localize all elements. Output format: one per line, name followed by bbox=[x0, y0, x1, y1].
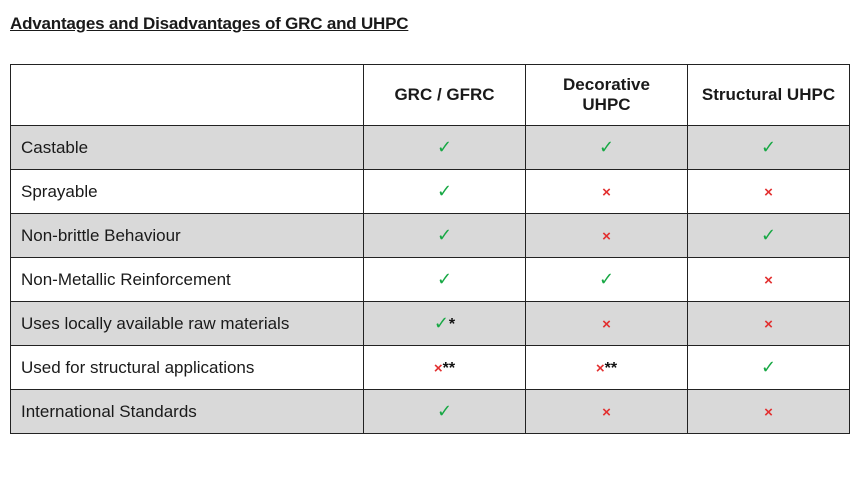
cross-icon: × bbox=[602, 228, 611, 245]
value-cell bbox=[688, 258, 850, 302]
cross-icon: × bbox=[433, 360, 443, 377]
row-label: Used for structural applications bbox=[11, 346, 364, 390]
value-cell bbox=[688, 126, 850, 170]
check-icon: ✓ bbox=[598, 137, 615, 157]
table-row bbox=[11, 302, 850, 346]
header-row bbox=[11, 65, 850, 126]
cross-icon: × bbox=[764, 316, 773, 333]
cross-icon: × bbox=[764, 272, 773, 289]
header-cell-structural-uhpc: Structural UHPC bbox=[688, 65, 850, 126]
cross-icon: × bbox=[764, 184, 773, 201]
check-icon: ✓ bbox=[598, 269, 615, 289]
page-title: Advantages and Disadvantages of GRC and UHPC bbox=[10, 14, 409, 33]
value-cell bbox=[364, 302, 526, 346]
header-decorative-label: Decorative UHPC bbox=[563, 75, 650, 114]
value-cell bbox=[526, 214, 688, 258]
value-cell bbox=[526, 258, 688, 302]
value-cell bbox=[688, 346, 850, 390]
value-cell bbox=[364, 214, 526, 258]
header-cell-empty bbox=[11, 65, 364, 126]
value-cell bbox=[526, 390, 688, 434]
footnote-marker: * bbox=[448, 316, 456, 333]
check-icon: ✓ bbox=[436, 401, 453, 421]
value-cell bbox=[364, 258, 526, 302]
table-row bbox=[11, 214, 850, 258]
row-label: Non-Metallic Reinforcement bbox=[11, 258, 364, 302]
value-cell bbox=[688, 170, 850, 214]
value-cell bbox=[364, 390, 526, 434]
table-row bbox=[11, 346, 850, 390]
row-label: Castable bbox=[11, 126, 364, 170]
cross-icon: × bbox=[602, 404, 611, 421]
check-icon: ✓ bbox=[436, 137, 453, 157]
check-icon: ✓ bbox=[760, 137, 777, 157]
check-icon: ✓ bbox=[760, 225, 777, 245]
row-label: Uses locally available raw materials bbox=[11, 302, 364, 346]
footnote-marker: ** bbox=[442, 360, 456, 377]
value-cell bbox=[364, 170, 526, 214]
table-row bbox=[11, 126, 850, 170]
header-cell-grc: GRC / GFRC bbox=[364, 65, 526, 126]
row-label: Sprayable bbox=[11, 170, 364, 214]
footnote-marker: ** bbox=[604, 360, 618, 377]
header-cell-decorative-uhpc bbox=[526, 65, 688, 126]
cross-icon: × bbox=[595, 360, 605, 377]
check-icon: ✓ bbox=[433, 313, 449, 333]
value-cell bbox=[526, 302, 688, 346]
cross-icon: × bbox=[764, 404, 773, 421]
value-cell bbox=[364, 126, 526, 170]
value-cell bbox=[688, 302, 850, 346]
table-row bbox=[11, 258, 850, 302]
table-row bbox=[11, 170, 850, 214]
check-icon: ✓ bbox=[436, 181, 453, 201]
value-cell bbox=[526, 170, 688, 214]
check-icon: ✓ bbox=[760, 357, 777, 377]
table-body bbox=[11, 126, 850, 434]
value-cell bbox=[688, 214, 850, 258]
value-cell bbox=[526, 126, 688, 170]
value-cell bbox=[364, 346, 526, 390]
row-label: International Standards bbox=[11, 390, 364, 434]
row-label: Non-brittle Behaviour bbox=[11, 214, 364, 258]
check-icon: ✓ bbox=[436, 225, 453, 245]
value-cell bbox=[688, 390, 850, 434]
check-icon: ✓ bbox=[436, 269, 453, 289]
comparison-table bbox=[10, 64, 850, 434]
cross-icon: × bbox=[602, 184, 611, 201]
table-row bbox=[11, 390, 850, 434]
cross-icon: × bbox=[602, 316, 611, 333]
value-cell bbox=[526, 346, 688, 390]
